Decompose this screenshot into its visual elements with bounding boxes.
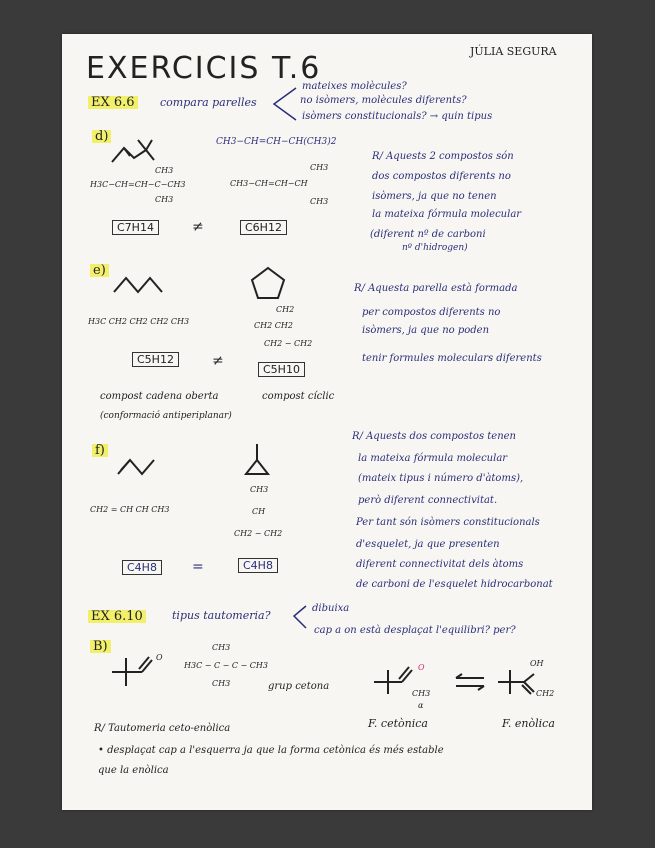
answer-line: nº d'hidrogen) [402, 243, 468, 253]
struct-text: CH2 − CH2 [264, 339, 313, 348]
alpha-mark: α [418, 701, 424, 710]
answer-line: de carboni de l'esquelet hidrocarbonat [356, 579, 553, 590]
formula-box: C5H10 [258, 362, 305, 377]
methylcyclopropane-icon [242, 442, 272, 478]
struct-text: CH2 CH2 [254, 321, 293, 330]
note: compost cadena oberta [100, 391, 219, 402]
answer-line: R/ Aquests 2 compostos són [372, 151, 514, 162]
author-name: JÚLIA SEGURA [470, 45, 557, 58]
formula-box: C5H12 [132, 352, 179, 367]
answer-line: per compostos diferents no [362, 307, 501, 318]
skeletal-structure-d1 [112, 138, 202, 168]
note: (conformació antiperiplanar) [100, 411, 232, 421]
enol-label: F. enòlica [502, 717, 555, 730]
exercise-prompt: compara parelles [160, 96, 257, 109]
answer-line: (mateix tipus i número d'àtoms), [358, 473, 524, 484]
not-equal-sign: ≠ [192, 219, 204, 235]
struct-text: CH3 [412, 689, 431, 698]
notebook-page [62, 34, 592, 810]
struct-text: CH3 [155, 166, 174, 175]
answer-line: Per tant són isòmers constitucionals [356, 517, 540, 528]
part-d-label: d) [92, 130, 111, 143]
group-note: grup cetona [268, 681, 330, 692]
equilibrium-arrows-icon [454, 672, 488, 692]
struct-text: CH3 [212, 643, 231, 652]
struct-text: CH3 [310, 163, 329, 172]
option-1: dibuixa [312, 603, 350, 614]
struct-text: CH3 [250, 485, 269, 494]
keto-label: F. cetònica [368, 717, 428, 730]
formula-box: C4H8 [122, 560, 162, 575]
option-2: no isòmers, molècules diferents? [300, 95, 467, 106]
part-b-label: B) [90, 640, 111, 653]
struct-text: CH2 = CH CH CH3 [90, 505, 170, 514]
skeletal-butene-f [118, 454, 158, 480]
exercise-prompt: tipus tautomeria? [172, 609, 271, 622]
skeletal-ketone-b [108, 652, 158, 692]
cyclopentane-icon [248, 264, 288, 304]
skeletal-pentane-e [114, 272, 174, 296]
option-1: mateixes molècules? [302, 81, 407, 92]
answer-line: dos compostos diferents no [372, 171, 511, 182]
brace-left-icon [270, 86, 300, 126]
formula-box: C6H12 [240, 220, 287, 235]
struct-text: CH3 [212, 679, 231, 688]
equal-sign: = [192, 559, 204, 575]
struct-text: OH [530, 659, 544, 668]
part-e-label: e) [90, 264, 109, 277]
struct-text: CH3 [310, 197, 329, 206]
answer-line: • desplaçat cap a l'esquerra ja que la forma cetònica és més estable [98, 745, 444, 756]
answer-line: però diferent connectivitat. [358, 495, 498, 506]
option-3: isòmers constitucionals? → quin tipus [302, 111, 493, 122]
struct-text: O [156, 653, 163, 662]
exercise-label: EX 6.6 [88, 96, 138, 109]
note: compost cíclic [262, 391, 335, 402]
condensed-formula: CH3−CH=CH−CH(CH3)2 [216, 137, 337, 147]
exercise-label: EX 6.10 [88, 610, 146, 623]
answer-line: que la enòlica [98, 765, 169, 776]
struct-text: CH [252, 507, 266, 516]
page-title: EXERCICIS T.6 [86, 51, 322, 86]
struct-text: O [418, 663, 425, 672]
option-2: cap a on està desplaçat l'equilibri? per? [314, 625, 516, 636]
answer-line: isòmers, ja que no tenen [372, 191, 497, 202]
answer-line: R/ Aquests dos compostos tenen [352, 431, 516, 442]
answer-line: (diferent nº de carboni [370, 229, 486, 240]
brace-left-icon [290, 604, 310, 632]
answer-line: d'esquelet, ja que presenten [356, 539, 500, 550]
struct-text: H3C − C − C − CH3 [184, 661, 268, 670]
struct-text: H3C CH2 CH2 CH2 CH3 [88, 317, 190, 326]
answer-line: tenir formules moleculars diferents [362, 353, 542, 364]
answer-line: R/ Tautomeria ceto-enòlica [94, 723, 231, 734]
struct-text: H3C−CH=CH−C−CH3 [90, 180, 186, 189]
part-f-label: f) [92, 444, 108, 457]
answer-line: diferent connectivitat dels àtoms [356, 559, 524, 570]
formula-box: C4H8 [238, 558, 278, 573]
answer-line: isòmers, ja que no poden [362, 325, 490, 336]
not-equal-sign: ≠ [212, 353, 224, 369]
struct-text: CH3−CH=CH−CH [230, 179, 308, 188]
answer-line: la mateixa fórmula molecular [372, 209, 522, 220]
formula-box: C7H14 [112, 220, 159, 235]
struct-text: CH2 [276, 305, 295, 314]
answer-line: R/ Aquesta parella està formada [354, 283, 518, 294]
struct-text: CH2 [536, 689, 555, 698]
struct-text: CH2 − CH2 [234, 529, 283, 538]
struct-text: CH3 [155, 195, 174, 204]
answer-line: la mateixa fórmula molecular [358, 453, 508, 464]
